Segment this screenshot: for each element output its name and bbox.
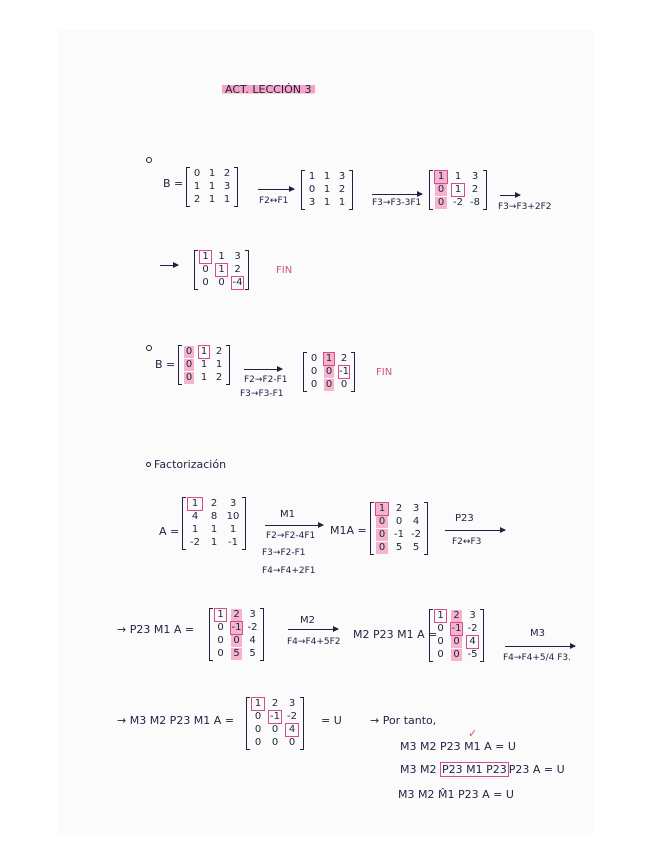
op-M1-2: F4→F4+2F1	[262, 566, 316, 576]
op-ex1-3: F3→F3+2F2	[498, 202, 552, 212]
op-M3: F4→F4+5/4 F3.	[503, 653, 571, 663]
arrow-ex1-1	[258, 189, 294, 190]
matrix-cell: 1	[200, 346, 208, 357]
matrix-cell: -2	[467, 623, 478, 634]
arrow-ex1-3	[500, 195, 520, 196]
matrix-cell: 3	[249, 609, 256, 620]
matrix-cell: 0	[185, 359, 193, 370]
matrix-cell: 1	[376, 503, 388, 515]
matrix-cell: -2	[411, 529, 421, 540]
matrix-cell: 2	[223, 168, 231, 179]
matrix-cell: 4	[249, 635, 256, 646]
matrix-cell: 3	[234, 251, 241, 262]
op-ex2-1b: F3→F3-F1	[240, 389, 284, 399]
matrix-cell: 0	[395, 516, 403, 527]
matrix-cell: -2	[190, 537, 200, 548]
matrix-cell: 0	[202, 277, 209, 288]
matrix-cell: -1	[231, 622, 242, 633]
matrix-cell: 1	[325, 353, 333, 364]
M1A-label: M1A =	[330, 524, 367, 537]
matrix-cell: 1	[191, 524, 199, 535]
matrix-cell: 0	[185, 346, 193, 357]
matrix-A	[182, 497, 246, 550]
matrix-cell: 1	[208, 194, 216, 205]
matrix-cell: 2	[193, 194, 201, 205]
matrix-cell: 1	[323, 184, 331, 195]
op-ex1-2: F3→F3-3F1	[372, 198, 422, 208]
matrix-cell: 0	[254, 711, 262, 722]
factor-heading: Factorización	[154, 458, 227, 471]
matrix-ex1-3	[429, 170, 487, 210]
matrix-cell: 0	[435, 197, 447, 209]
matrix-cell: 2	[471, 184, 479, 195]
matrix-cell: 5	[412, 542, 420, 553]
matrix-cell: -1	[228, 537, 238, 548]
M3-label: M3	[530, 628, 545, 639]
arrow-M1	[265, 525, 323, 526]
matrix-cell: 0	[218, 277, 225, 288]
fin-ex2: FIN	[376, 367, 393, 378]
matrix-cell: 0	[310, 379, 318, 390]
matrix-cell: 0	[185, 372, 193, 383]
matrix-cell: 0	[435, 184, 447, 196]
matrix-cell: 2	[338, 184, 346, 195]
matrix-cell: 5	[249, 648, 256, 659]
M1-label: M1	[280, 509, 295, 520]
bullet-ex2	[146, 345, 152, 351]
matrix-cell: 1	[452, 184, 464, 196]
matrix-cell: 0	[376, 542, 388, 554]
matrix-cell: 0	[310, 353, 318, 364]
matrix-cell: 1	[252, 698, 264, 710]
matrix-cell: 0	[254, 737, 262, 748]
matrix-cell: 1	[323, 197, 331, 208]
matrix-cell: 0	[451, 636, 462, 648]
matrix-cell: 1	[435, 171, 447, 183]
matrix-cell: 3	[223, 181, 231, 192]
matrix-ex1-4	[194, 250, 249, 290]
matrix-cell: 1	[223, 194, 231, 205]
matrix-cell: 0	[310, 366, 318, 377]
M2-label: M2	[300, 615, 315, 626]
matrix-cell: 1	[193, 181, 201, 192]
matrix-M1A	[370, 502, 428, 555]
matrix-cell: 0	[271, 737, 279, 748]
matrix-cell: 0	[271, 724, 279, 735]
matrix-cell: 4	[286, 724, 298, 736]
matrix-cell: 10	[226, 511, 240, 522]
matrix-ex2-2	[303, 352, 355, 392]
matrix-M2P23M1A	[429, 609, 484, 662]
matrix-cell: 0	[325, 379, 333, 390]
matrix-cell: 3	[469, 610, 476, 621]
P23M1A-label: → P23 M1 A =	[117, 623, 195, 636]
matrix-cell: 5	[231, 648, 242, 660]
matrix-cell: 1	[188, 498, 202, 510]
matrix-cell: -1	[394, 529, 404, 540]
line2-boxed: P23 M1 P23	[441, 763, 507, 776]
matrix-cell: -1	[270, 711, 280, 722]
matrix-cell: -2	[247, 622, 258, 633]
bullet-ex1	[146, 157, 152, 163]
matrix-cell: 1	[216, 264, 227, 276]
page-title: ACT. LECCIÓN 3	[222, 83, 315, 96]
matrix-cell: 1	[215, 359, 223, 370]
matrix-cell: 4	[467, 636, 478, 648]
matrix-cell: 1	[435, 610, 446, 622]
matrix-cell: 0	[325, 366, 333, 377]
matrix-P23M1A	[209, 608, 264, 661]
conclusion-text: → Por tanto,	[370, 714, 437, 727]
matrix-cell: 2	[271, 698, 279, 709]
matrix-cell: 1	[218, 251, 225, 262]
matrix-cell: 2	[395, 503, 403, 514]
matrix-cell: 2	[210, 498, 218, 509]
matrix-ex1-1	[186, 167, 238, 207]
matrix-cell: 0	[340, 379, 348, 390]
matrix-cell: 4	[191, 511, 199, 522]
matrix-cell: 2	[215, 372, 223, 383]
conclusion-line-3: M3 M2 M̂1 P23 A = U	[398, 788, 514, 801]
matrix-cell: 2	[231, 609, 242, 621]
matrix-cell: 0	[193, 168, 201, 179]
M2P23M1A-label: M2 P23 M1 A =	[353, 628, 438, 641]
final-label: → M3 M2 P23 M1 A =	[117, 714, 235, 727]
matrix-cell: 4	[412, 516, 420, 527]
matrix-cell: 2	[215, 346, 223, 357]
arrow-M2	[288, 629, 338, 630]
matrix-cell: 1	[200, 251, 211, 263]
matrix-cell: -1	[451, 623, 462, 634]
matrix-cell: 2	[340, 353, 348, 364]
matrix-ex1-2	[301, 170, 353, 210]
matrix-cell: 0	[217, 648, 224, 659]
matrix-ex2-1	[178, 345, 230, 385]
ex1-label: B =	[163, 177, 184, 190]
matrix-cell: -5	[467, 649, 478, 660]
equals-U: = U	[321, 714, 342, 727]
matrix-cell: 1	[323, 171, 331, 182]
matrix-cell: 3	[412, 503, 420, 514]
arrow-ex1-4	[160, 265, 178, 266]
matrix-cell: 1	[200, 359, 208, 370]
matrix-cell: 0	[231, 635, 242, 647]
matrix-cell: -2	[453, 197, 463, 208]
matrix-cell: 0	[254, 724, 262, 735]
op-P23: F2↔F3	[452, 537, 482, 547]
matrix-cell: 0	[288, 737, 296, 748]
bullet-factor	[146, 462, 151, 467]
matrix-cell: 0	[451, 649, 462, 661]
matrix-cell: -2	[287, 711, 297, 722]
matrix-cell: 0	[376, 529, 388, 541]
arrow-ex1-2	[372, 194, 422, 195]
matrix-cell: 1	[210, 524, 218, 535]
ex2-label: B =	[155, 358, 176, 371]
op-M1-0: F2→F2-4F1	[266, 531, 316, 541]
matrix-cell: 0	[217, 635, 224, 646]
matrix-cell: -4	[232, 277, 243, 288]
arrow-ex2-1	[244, 369, 282, 370]
fin-ex1: FIN	[276, 265, 293, 276]
line2-prefix: M3 M2	[400, 763, 437, 776]
matrix-cell: 5	[395, 542, 403, 553]
op-M2: F4→F4+5F2	[287, 637, 341, 647]
matrix-cell: 1	[338, 197, 346, 208]
A-label: A =	[159, 525, 180, 538]
matrix-cell: 0	[376, 516, 388, 528]
matrix-cell: 1	[308, 171, 316, 182]
line2-suffix: P23 A = U	[508, 763, 565, 776]
matrix-cell: 1	[210, 537, 218, 548]
matrix-cell: 1	[215, 609, 226, 621]
matrix-cell: 1	[200, 372, 208, 383]
matrix-cell: 1	[229, 524, 237, 535]
matrix-cell: 3	[471, 171, 479, 182]
matrix-cell: 2	[451, 610, 462, 622]
matrix-cell: 8	[210, 511, 218, 522]
op-ex2-1: F2→F2-F1	[244, 375, 288, 385]
matrix-cell: 0	[437, 649, 444, 660]
arrow-M3	[505, 646, 575, 647]
matrix-cell: -1	[339, 366, 349, 377]
matrix-cell: 1	[208, 181, 216, 192]
matrix-cell: 3	[229, 498, 237, 509]
matrix-cell: 3	[338, 171, 346, 182]
matrix-final	[246, 697, 304, 750]
check-mark-icon: ✓	[468, 727, 478, 740]
matrix-cell: 3	[308, 197, 316, 208]
conclusion-line-1: M3 M2 P23 M1 A = U	[400, 740, 516, 753]
matrix-cell: 1	[208, 168, 216, 179]
matrix-cell: 0	[217, 622, 224, 633]
matrix-cell: 0	[308, 184, 316, 195]
matrix-cell: 0	[437, 636, 444, 647]
matrix-cell: 2	[234, 264, 241, 275]
matrix-cell: 3	[288, 698, 296, 709]
matrix-cell: -8	[470, 197, 480, 208]
matrix-cell: 0	[437, 623, 444, 634]
matrix-cell: 0	[202, 264, 209, 275]
P23-label: P23	[455, 513, 474, 524]
conclusion-line-2	[400, 763, 565, 776]
op-M1-1: F3→F2-F1	[262, 548, 306, 558]
arrow-P23	[445, 530, 505, 531]
matrix-cell: 1	[454, 171, 462, 182]
op-ex1-1: F2↔F1	[259, 196, 289, 206]
